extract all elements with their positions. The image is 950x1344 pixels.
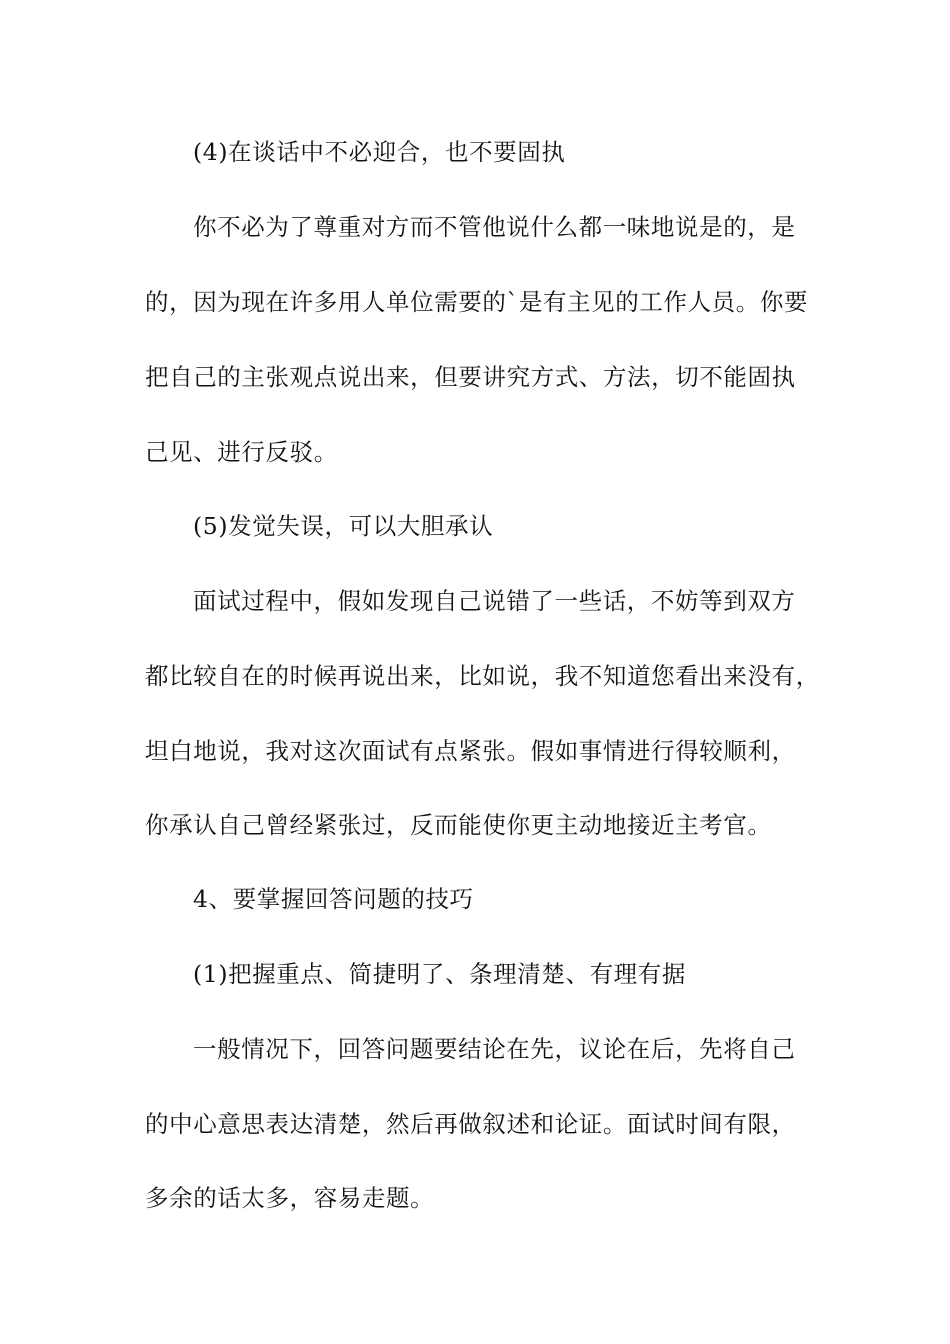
paragraph-line: 面试过程中，假如发现自己说错了一些话，不妨等到双方 — [193, 587, 796, 615]
paragraph-line: 的，因为现在许多用人单位需要的`是有主见的工作人员。你要 — [145, 288, 809, 316]
paragraph-line: 己见、进行反驳。 — [145, 438, 338, 466]
heading-point-4: (4)在谈话中不必迎合，也不要固执 — [193, 138, 566, 166]
paragraph-line: 的中心意思表达清楚，然后再做叙述和论证。面试时间有限， — [145, 1110, 796, 1138]
paragraph-line: 坦白地说，我对这次面试有点紧张。假如事情进行得较顺利， — [145, 737, 796, 765]
paragraph-line: 你不必为了尊重对方而不管他说什么都一味地说是的，是 — [193, 213, 796, 241]
paragraph-line: 一般情况下，回答问题要结论在先，议论在后，先将自己 — [193, 1035, 796, 1063]
paragraph-line: 你承认自己曾经紧张过，反而能使你更主动地接近主考官。 — [145, 811, 772, 839]
heading-point-1: (1)把握重点、简捷明了、条理清楚、有理有据 — [193, 960, 686, 988]
section-heading-4: 4、要掌握回答问题的技巧 — [193, 885, 474, 913]
paragraph-line: 把自己的主张观点说出来，但要讲究方式、方法，切不能固执 — [145, 363, 796, 391]
heading-point-5: (5)发觉失误，可以大胆承认 — [193, 512, 494, 540]
paragraph-line: 多余的话太多，容易走题。 — [145, 1184, 435, 1212]
paragraph-line: 都比较自在的时候再说出来，比如说，我不知道您看出来没有， — [145, 662, 820, 690]
